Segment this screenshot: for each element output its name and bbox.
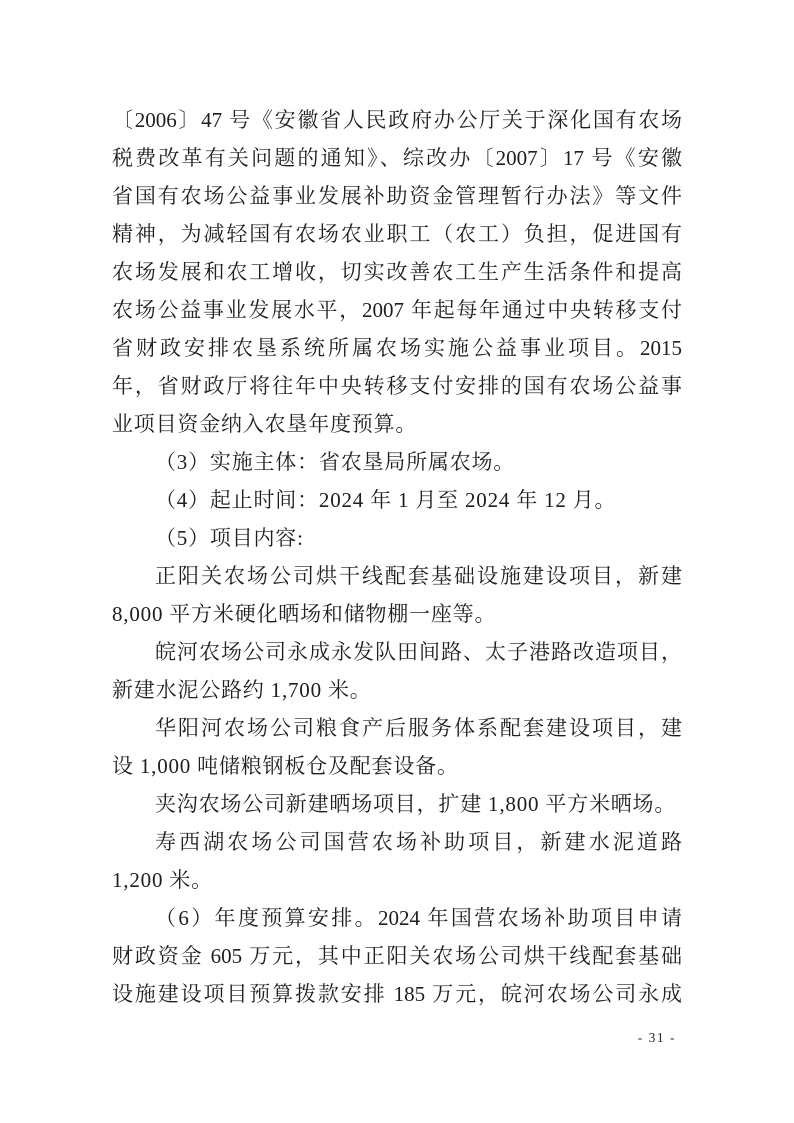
text-line: 1,200 米。 — [112, 868, 213, 892]
text-body — [112, 101, 682, 1013]
text-line: （5）项目内容: — [155, 526, 304, 550]
page-number: - 31 - — [637, 1030, 676, 1045]
text-line: 正阳关农场公司烘干线配套基础设施建设项目，新建 — [155, 564, 682, 588]
text-line: 年，省财政厅将往年中央转移支付安排的国有农场公益事 — [112, 374, 682, 398]
text-line: 新建水泥公路约 1,700 米。 — [112, 678, 372, 702]
text-line: （4）起止时间：2024 年 1 月至 2024 年 12 月。 — [155, 488, 617, 512]
text-line: 华阳河农场公司粮食产后服务体系配套建设项目，建 — [155, 716, 682, 740]
text-line: 省国有农场公益事业发展补助资金管理暂行办法》等文件 — [112, 184, 682, 208]
text-line: 农场公益事业发展水平，2007 年起每年通过中央转移支付 — [112, 298, 682, 322]
text-line: 寿西湖农场公司国营农场补助项目，新建水泥道路 — [155, 830, 682, 854]
text-line: （6）年度预算安排。2024 年国营农场补助项目申请 — [155, 906, 682, 930]
text-line: 农场发展和农工增收，切实改善农工生产生活条件和提高 — [112, 260, 682, 284]
text-line: 皖河农场公司永成永发队田间路、太子港路改造项目， — [155, 640, 682, 664]
text-line: 设 1,000 吨储粮钢板仓及配套设备。 — [112, 754, 459, 778]
text-line: （3）实施主体：省农垦局所属农场。 — [155, 450, 516, 474]
text-line: 业项目资金纳入农垦年度预算。 — [112, 412, 418, 436]
text-line: 精神，为减轻国有农场农业职工（农工）负担，促进国有 — [112, 222, 682, 246]
text-line: 设施建设项目预算拨款安排 185 万元，皖河农场公司永成 — [112, 982, 682, 1006]
text-line: 8,000 平方米硬化晒场和储物棚一座等。 — [112, 602, 497, 626]
text-line: 〔2006〕47 号《安徽省人民政府办公厅关于深化国有农场 — [112, 108, 682, 132]
text-line: 税费改革有关问题的通知》、综改办〔2007〕17 号《安徽 — [112, 146, 682, 170]
text-line: 省财政安排农垦系统所属农场实施公益事业项目。2015 — [112, 336, 682, 360]
text-line: 夹沟农场公司新建晒场项目，扩建 1,800 平方米晒场。 — [155, 792, 677, 816]
text-line: 财政资金 605 万元，其中正阳关农场公司烘干线配套基础 — [112, 944, 682, 968]
